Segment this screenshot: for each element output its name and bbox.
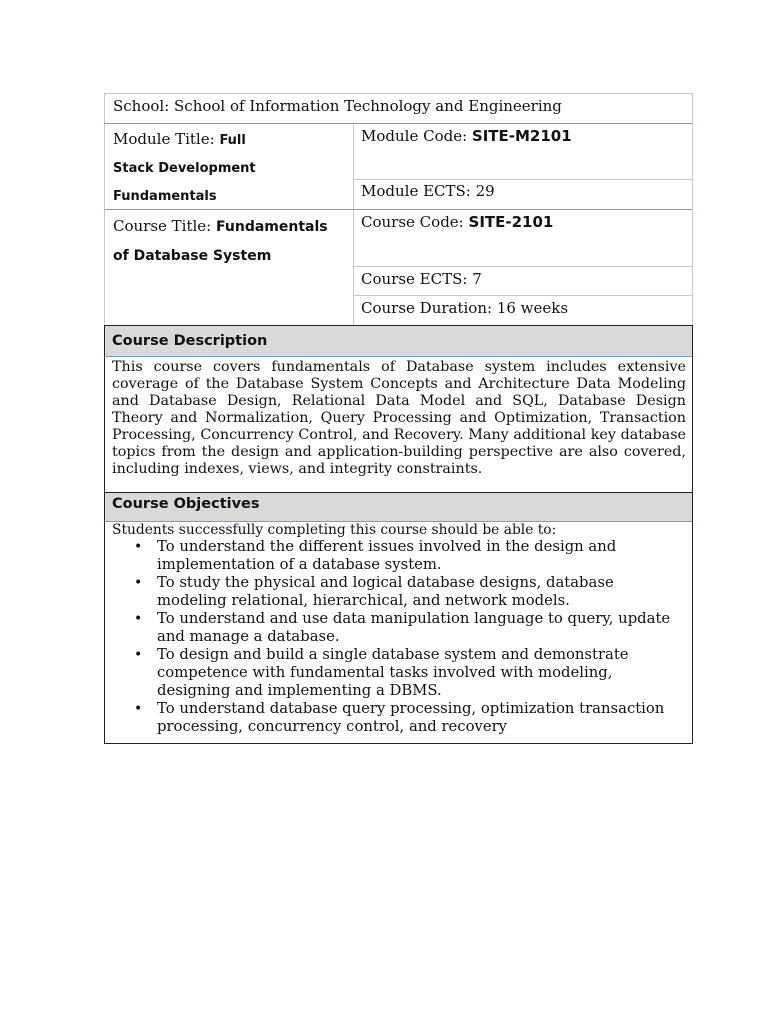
module-right-column	[354, 124, 692, 209]
module-title-line2: Stack Development	[113, 161, 256, 176]
objective-item	[112, 700, 686, 736]
course-row	[104, 210, 693, 325]
course-description-heading: Course Description	[104, 325, 693, 357]
course-ects: Course ECTS: 7	[361, 270, 482, 288]
objectives-intro: Students successfully completing this course should be able to:	[112, 522, 557, 538]
objective-text: To understand and use data manipulation language to query, update and manage a database.	[157, 610, 671, 645]
objective-item	[112, 538, 686, 574]
objective-text: To study the physical and logical database designs, database modeling relational, hierarchical, and network models.	[157, 574, 614, 609]
objective-text: To understand database query processing, optimization transaction processing, concurrency control, and recovery	[157, 700, 665, 735]
objective-text: To design and build a single database system and demonstrate competence with fundamental tasks involved with modeling, designing and implementing a DBMS.	[157, 646, 629, 699]
course-title-label: Course Title:	[113, 217, 212, 235]
school-label: School:	[113, 97, 170, 115]
objective-text: To understand the different issues involved in the design and implementation of a database system.	[157, 538, 617, 573]
objectives-list	[112, 538, 686, 736]
bullet-icon: •	[134, 611, 143, 627]
objective-item	[112, 574, 686, 610]
course-description-text: This course covers fundamentals of Database system includes extensive coverage of the Database System Concepts and Architecture Data Modeling and Database Design, Relational Data Model and SQL, Database Design Theory and Normalization, Query Processing and Optimization, Transaction Processing, Concurrency Control, and Recovery. Many additional key database topics from the design and application-building perspective are also covered, including indexes, views, and integrity constraints.	[104, 357, 693, 492]
course-duration-cell	[354, 296, 692, 324]
school-row	[104, 93, 693, 124]
course-ects-cell	[354, 267, 692, 296]
module-ects: Module ECTS: 29	[361, 182, 495, 200]
course-code-label: Course Code:	[361, 213, 464, 231]
module-code-cell	[354, 124, 692, 180]
objective-item	[112, 610, 686, 646]
module-row	[104, 124, 693, 210]
objective-item	[112, 646, 686, 700]
course-objectives-heading: Course Objectives	[104, 492, 693, 522]
bullet-icon: •	[134, 539, 143, 555]
module-title-cell	[105, 124, 354, 209]
course-info-table	[104, 93, 693, 744]
bullet-icon: •	[134, 701, 143, 717]
course-code-cell	[354, 210, 692, 267]
module-code-value: SITE-M2101	[471, 127, 572, 145]
course-title-line2: of Database System	[113, 248, 272, 264]
course-duration: Course Duration: 16 weeks	[361, 299, 569, 317]
school-cell	[105, 94, 570, 123]
module-code-label: Module Code:	[361, 127, 468, 145]
module-ects-cell	[354, 180, 692, 208]
bullet-icon: •	[134, 647, 143, 663]
module-title-label: Module Title:	[113, 130, 215, 148]
course-code-value: SITE-2101	[468, 213, 554, 231]
module-title-line3: Fundamentals	[113, 189, 217, 204]
course-title-cell	[105, 210, 354, 325]
course-right-column	[354, 210, 692, 325]
course-title-line1: Fundamentals	[216, 219, 328, 235]
school-value: School of Information Technology and Engineering	[174, 97, 562, 115]
course-objectives-body	[104, 522, 693, 744]
bullet-icon: •	[134, 575, 143, 591]
module-title-line1: Full	[219, 133, 246, 148]
